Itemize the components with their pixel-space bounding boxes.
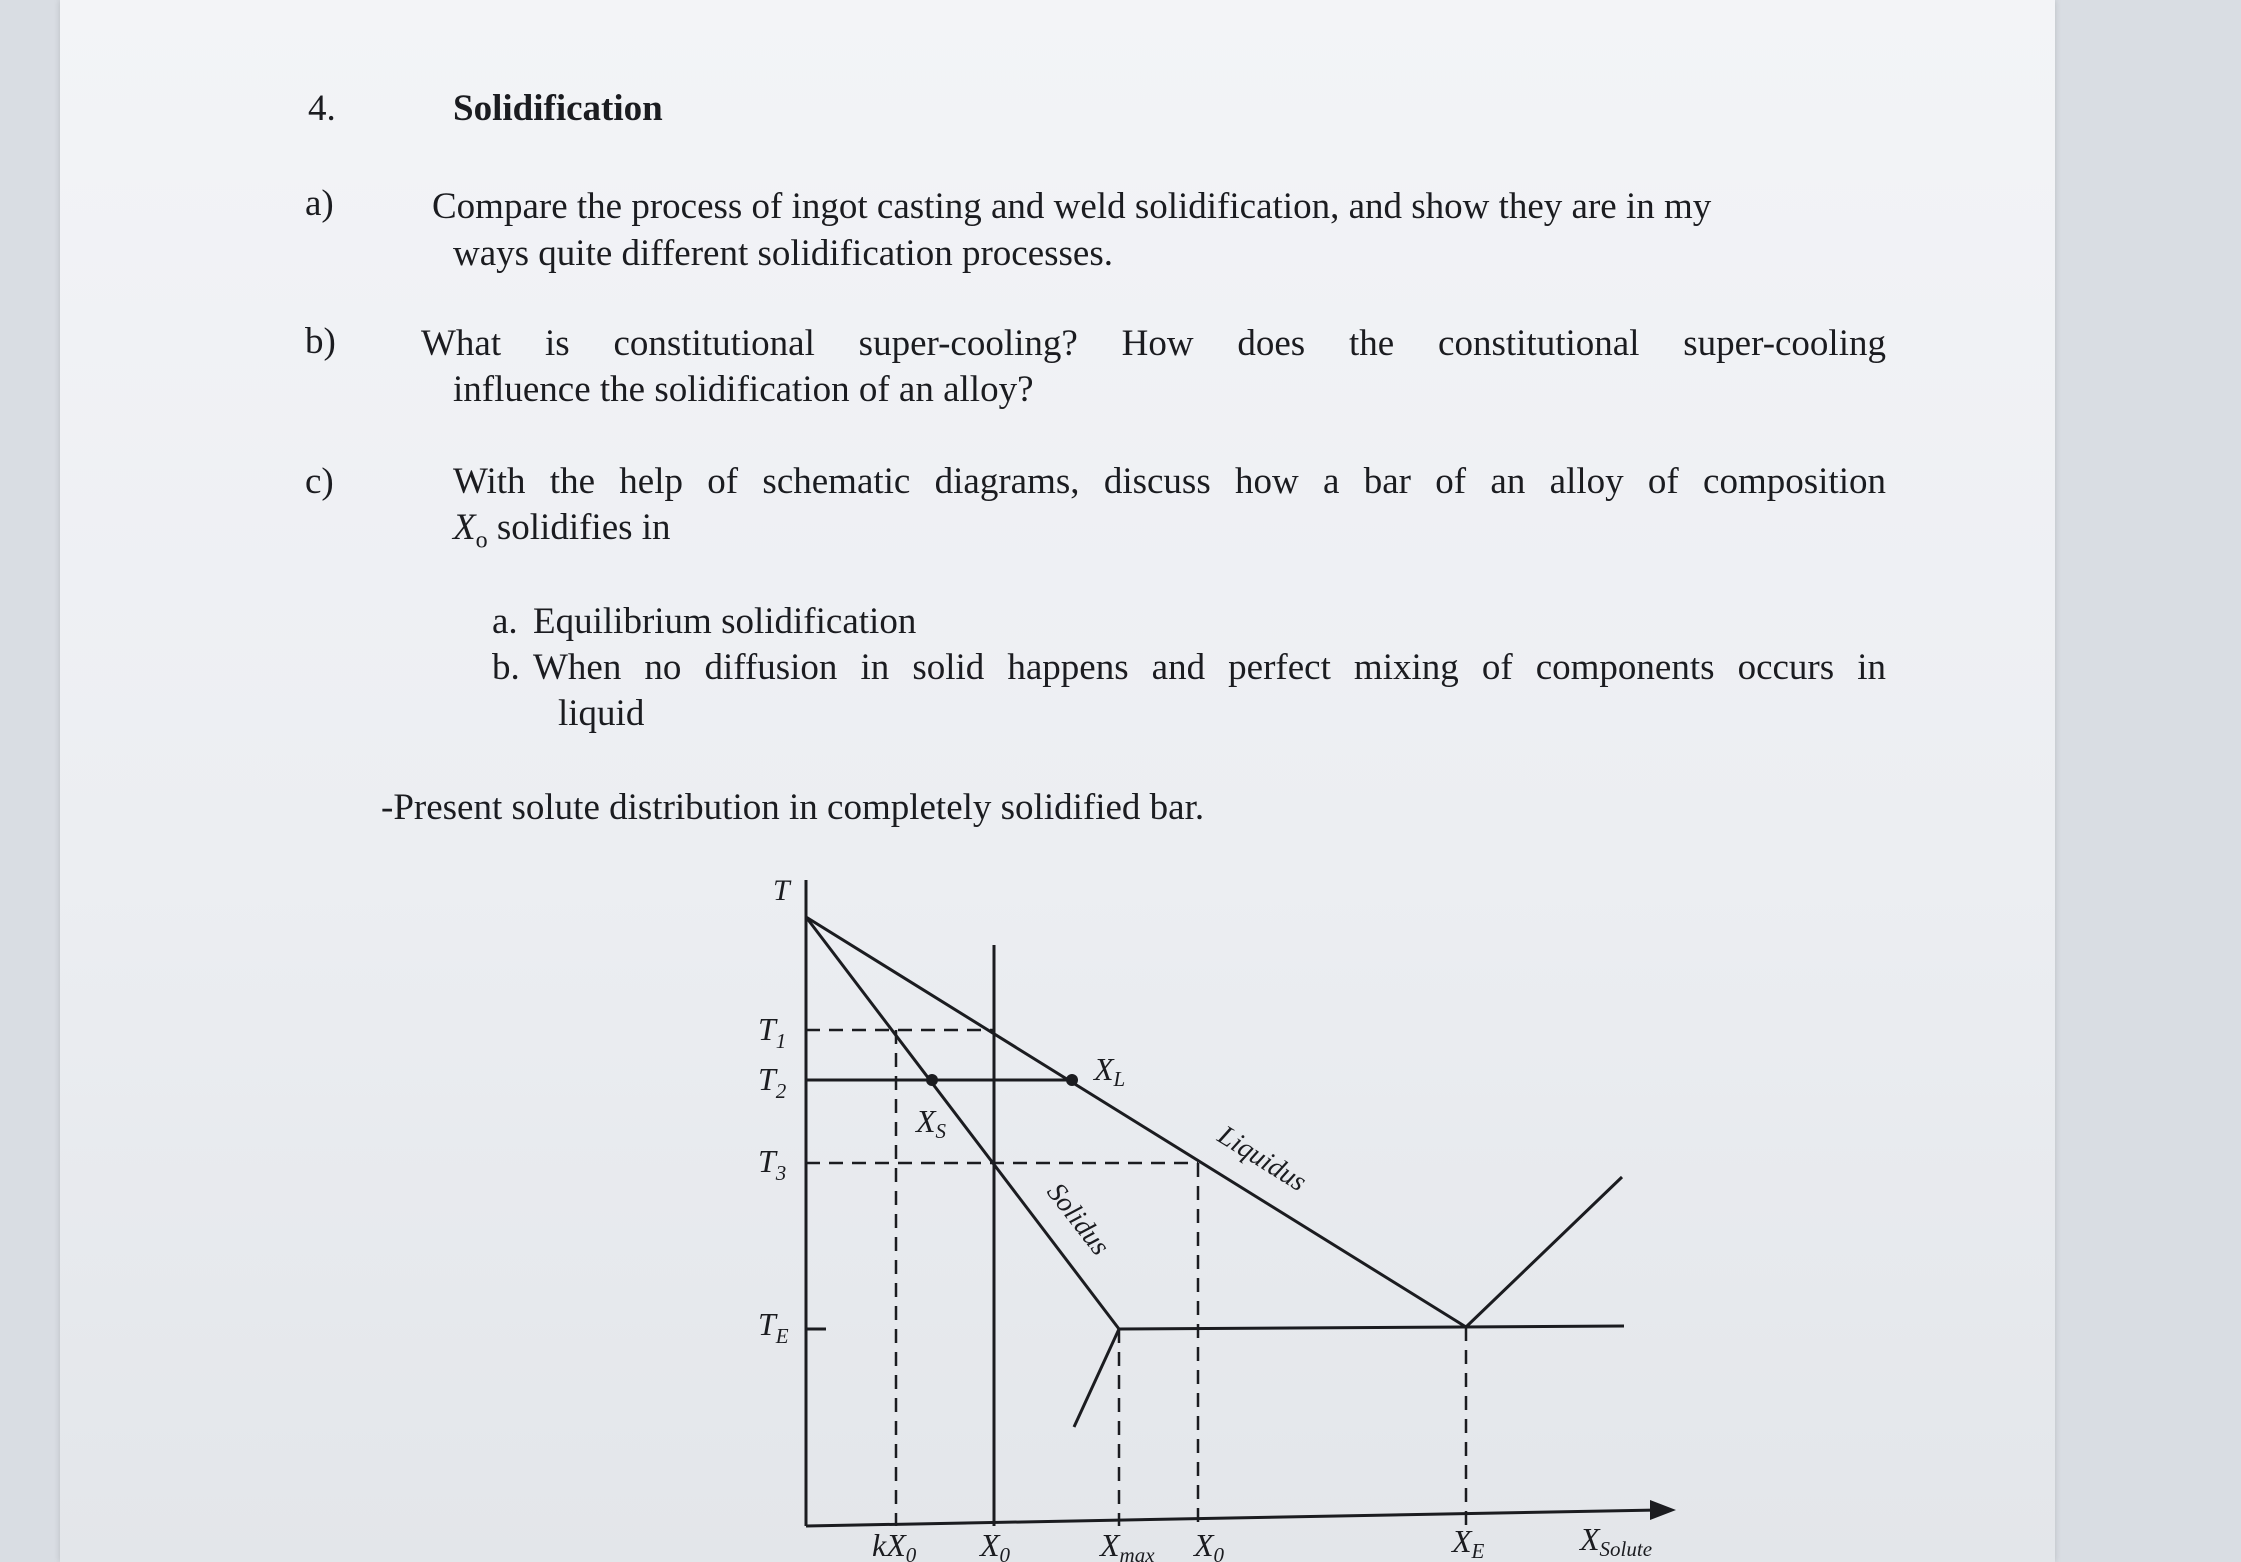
subitem-a-text: Equilibrium solidification — [533, 601, 917, 642]
x0-label: X0 — [980, 1527, 1011, 1562]
kx0-label: kX0 — [872, 1527, 917, 1562]
part-b-line2: influence the solidification of an alloy? — [453, 369, 1034, 410]
question-title: Solidification — [453, 88, 663, 129]
question-number: 4. — [308, 88, 336, 129]
x0-right-label: X0 — [1194, 1527, 1225, 1562]
solvus-line — [1074, 1329, 1119, 1427]
xsolute-label: XSolute — [1580, 1521, 1653, 1561]
xs-point — [926, 1074, 938, 1086]
instruction-text: -Present solute distribution in completely solidified bar. — [381, 787, 1205, 828]
part-a-line2: ways quite different solidification processes. — [453, 233, 1114, 274]
right-liquidus-line — [1466, 1177, 1622, 1327]
xmax-label: Xmax — [1100, 1527, 1155, 1562]
t1-label: $T_1$ — [758, 1011, 787, 1053]
part-c-label: c) — [305, 461, 334, 502]
subitem-b-label: b. — [492, 647, 520, 688]
part-b-label: b) — [305, 321, 336, 362]
t2-label: $T_2$ — [758, 1061, 787, 1103]
composition-symbol: X — [453, 507, 476, 548]
part-b-line1: What is constitutional super-cooling? How does the constitutional super-cooling — [421, 323, 1886, 364]
xs-label: XS — [916, 1103, 947, 1143]
liquidus-line — [806, 917, 1466, 1327]
composition-subscript: o — [475, 527, 488, 554]
part-c-line2-rest: solidifies in — [487, 507, 671, 548]
liquidus-label: Liquidus — [1212, 1119, 1312, 1198]
x-axis — [806, 1510, 1660, 1526]
solidus-label: Solidus — [1040, 1177, 1116, 1262]
t3-label: $T_3$ — [758, 1143, 787, 1185]
x-axis-arrowhead — [1650, 1500, 1676, 1520]
xe-label: XE — [1452, 1523, 1485, 1562]
y-axis-label: T — [773, 874, 790, 907]
subitem-b-text: When no diffusion in solid happens and perfect mixing of components occurs in — [533, 647, 1886, 688]
subitem-b-text2: liquid — [558, 693, 645, 734]
part-c-line1: With the help of schematic diagrams, discuss how a bar of an alloy of composition — [453, 461, 1886, 502]
part-a-line1: Compare the process of ingot casting and weld solidification, and show they are in my — [432, 186, 1712, 227]
xl-point — [1066, 1074, 1078, 1086]
eutectic-line — [1119, 1326, 1624, 1329]
te-label: $T_E$ — [758, 1306, 789, 1348]
solidus-line — [806, 917, 1119, 1329]
part-a-label: a) — [305, 183, 334, 224]
xl-label: XL — [1094, 1051, 1126, 1091]
subitem-a-label: a. — [492, 601, 518, 642]
